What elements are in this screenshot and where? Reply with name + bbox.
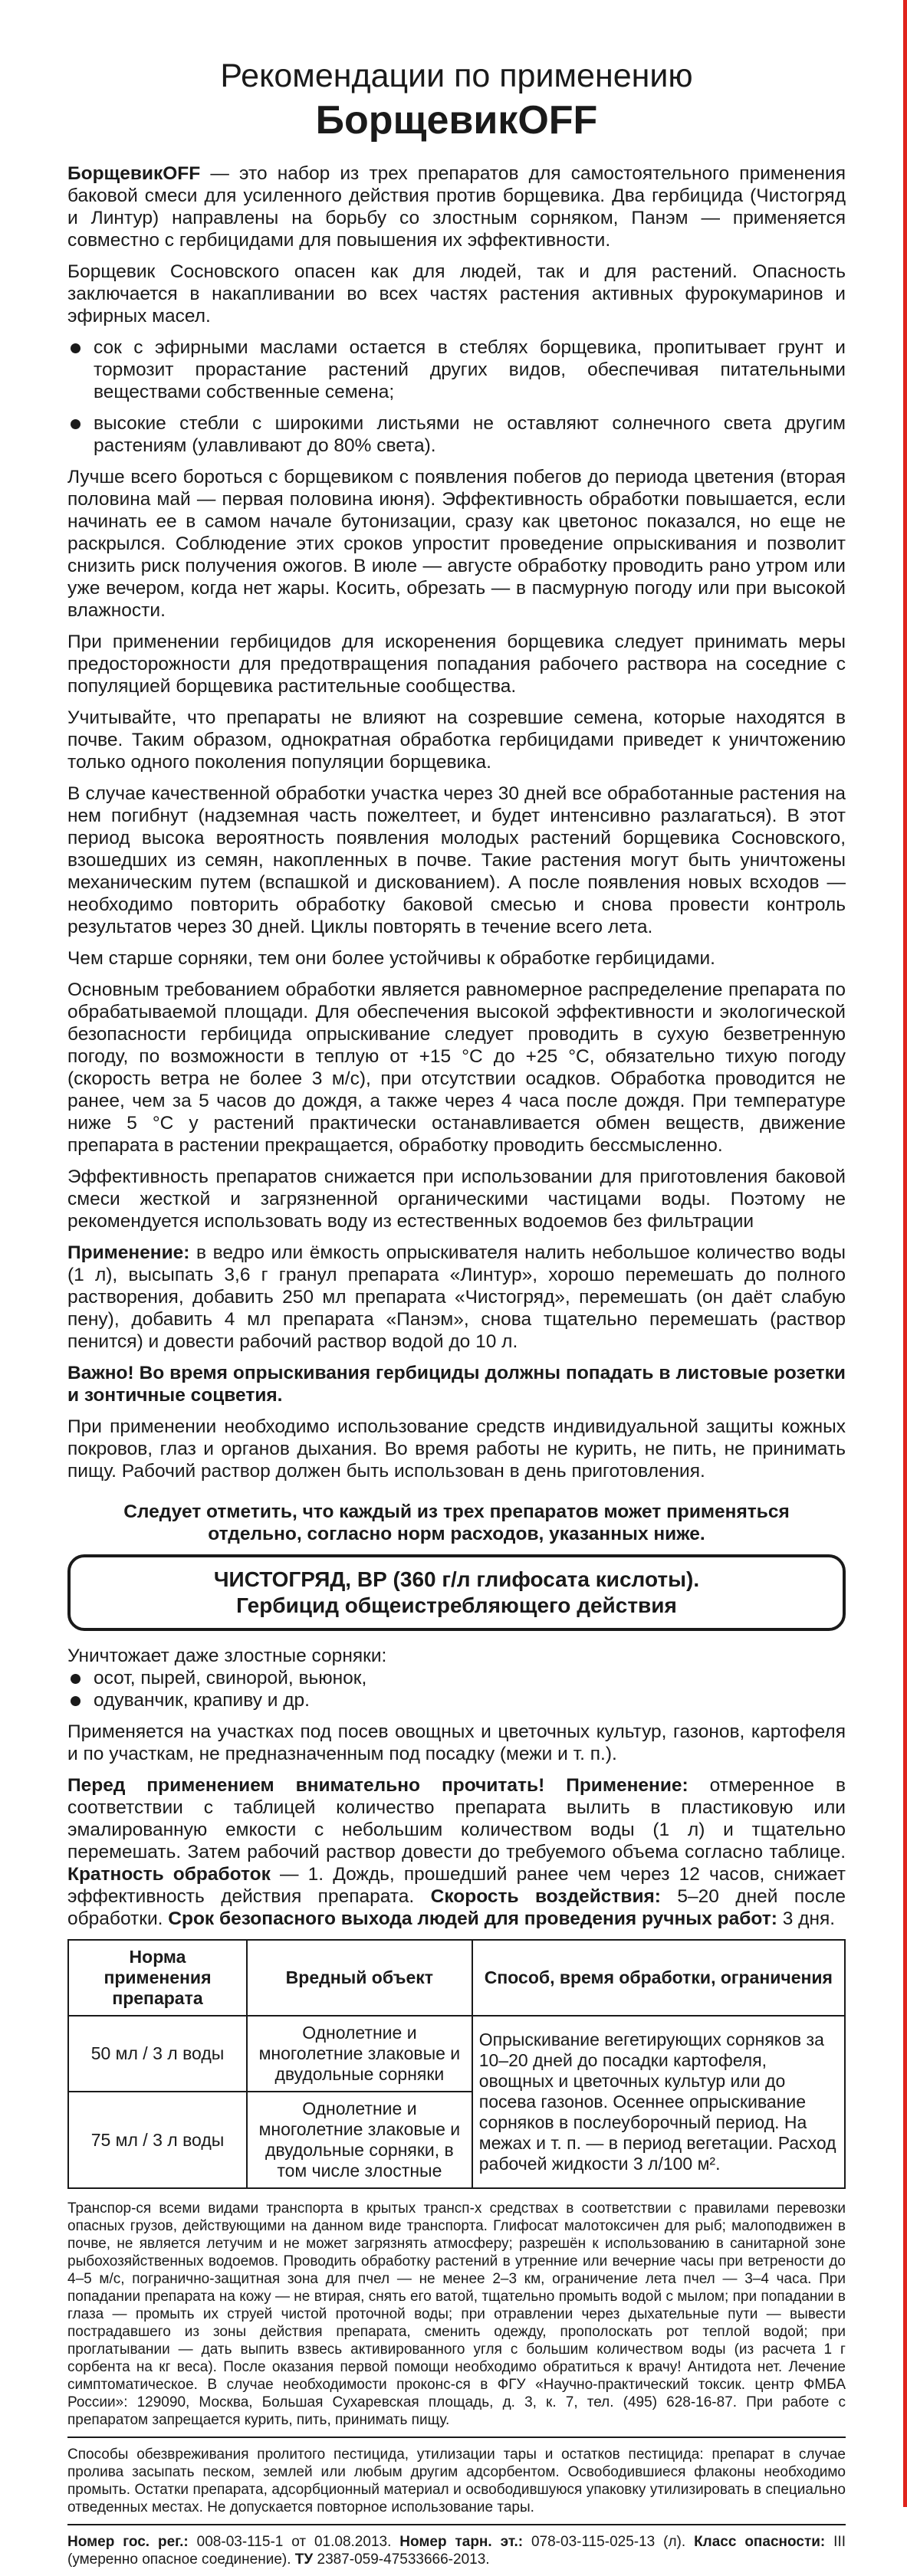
separate-use-note: Следует отметить, что каждый из трех препаратов может применяться отдельно, согласно норм расходов, указанных ниже. [123,1501,790,1544]
applied-on-paragraph: Применяется на участках под посев овощных и цветочных культур, газонов, картофеля и по участкам, не предназначенным под посадку (межи и т. п.). [67,1721,846,1764]
list-item: одуванчик, крапиву и др. [67,1689,846,1711]
red-edge-stripe [903,0,907,2507]
seeds-paragraph: Учитывайте, что препараты не влияют на созревшие семена, которые находятся в почве. Таким образом, однократная обработка гербицидами приведет к уничтожению только одного поколения популяции борщевика. [67,707,846,773]
protection-paragraph: При применении необходимо использование средств индивидуальной защиты кожных покровов, глаз и органов дыхания. Во время работы не курить, не пить, не принимать пищу. Рабочий раствор должен быть использован в день приготовления. [67,1416,846,1482]
important-paragraph: Важно! Во время опрыскивания гербициды должны попадать в листовые розетки и зонтичные соцветия. [67,1363,846,1406]
transport-paragraph: Транспор-ся всеми видами транспорта в крытых трансп-х средствах в соответствии с правилами перевозки опасных грузов, действующими на данном виде транспорта. Глифосат малотоксичен для рыб; малоподвижен в почве, не является летучим и не может загрязнять атмосферу; разрешён к использованию в санитарной зоне рыбохозяйственных водоемов. Проводить обработку растений в утренние или вечерние часы при ветрености до 4–5 м/с, погранично-защитная зона для пчел — не менее 2–3 км, ограничение лета пчел — 3–4 часа. При попадании препарата на кожу — не втирая, снять его ватой, тщательно промыть водой с мылом; при попадании в глаза — промыть их струей чистой проточной воды; при отравлении через дыхательные пути — вывести пострадавшего из зоны действия препарата, сменить одежду, прополоскать рот теплой водой; при проглатывании — дать выпить взвесь активированного угля с большим количеством воды (из расчета 1 г сорбента на кг веса). После оказания первой помощи необходимо обратиться к врачу! Антидота нет. Лечение симптоматическое. В случае необходимости проконс-ся в ФГУ «Научно-практический токсик. центр ФМБА России»: 129090, Москва, Большая Сухаревская площадь, д. 3, к. 7, тел. (495) 628-16-87. При работе с препаратом запрещается курить, пить, принимать пищу. [67,2200,846,2428]
list-item: осот, пырей, свинорой, вьюнок, [67,1667,846,1689]
table-header: Способ, время обработки, ограничения [472,1940,845,2016]
water-paragraph: Эффективность препаратов снижается при использовании для приготовления баковой смеси жесткой и загрязненной органическими частицами воды. Поэтому не рекомендуется использовать воду из естественных водоемов без фильтрации [67,1167,846,1232]
fine-print [67,2200,846,2568]
registration-paragraph: Номер гос. рег.: 008-03-115-1 от 01.08.2013. Номер тарн. эт.: 078-03-115-025-13 (л). Класс опасности: III (умеренно опасное соединение). ТУ 2387-059-47533666-2013. [67,2534,846,2568]
rate-cell: 50 мл / 3 л воды [68,2016,247,2092]
intro-product-name: БорщевикOFF [67,163,201,184]
table-header: Вредный объект [247,1940,472,2016]
bullet-icon [71,419,81,429]
bullet-icon [71,1674,81,1684]
object-cell: Однолетние и многолетние злаковые и двудольные сорняки, в том числе злостные [247,2092,472,2188]
product-heading-box: ЧИСТОГРЯД, ВР (360 г/л глифосата кислоты). Гербицид общеистребляющего действия [67,1554,846,1631]
application-paragraph: Применение: в ведро или ёмкость опрыскивателя налить небольшое количество воды (1 л), высыпать 3,6 г гранул препарата «Линтур», хорошо перемешать до полного растворения, добавить 250 мл препарата «Чистогряд», перемешать (он даёт слабую пену), добавить 4 мл препарата «Панэм», снова тщательно перемешать (раствор пенится) и довести рабочий раствор водой до 10 л. [67,1242,846,1352]
requirements-paragraph: Основным требованием обработки является равномерное распределение препарата по обрабатываемой площади. Для обеспечения высокой эффективности и экологической безопасности гербицида опрыскивание следует проводить в сухую безветренную погоду, по возможности в теплую от +15 °С до +25 °С, обязательно тихую погоду (скорость ветра не более 3 м/с), при отсутствии осадков. Обработка проводится не ранее, чем за 5 часов до дождя, а также через 4 часа после дождя. При температуре ниже 5 °С у растений практически останавливается обмен веществ, движение препарата в растении прекращается, обработку проводить бессмысленно. [67,980,846,1156]
intro-paragraph [67,162,846,251]
object-cell: Однолетние и многолетние злаковые и двудольные сорняки [247,2016,472,2092]
table-header-row [68,1940,845,2016]
product-title: БорщевикOFF [315,98,598,143]
disposal-paragraph: Способы обезвреживания пролитого пестицида, утилизации тары и остатков пестицида: препарат в случае пролива засыпать песком, землей или любым другим адсорбентом. Освободившиеся флаконы необходимо промыть. Остатки препарата, адсорбционный материал и освободившуюся упаковку утилизировать в специально отведенных местах. Не допускается повторное использование тары. [67,2446,846,2515]
divider [67,2437,846,2438]
danger-bullet: высокие стебли с широкими листьями не оставляют солнечного света другим растениям (улавливают до 80% света). [67,412,846,457]
bullet-icon [71,343,81,353]
timing-paragraph: Лучше всего бороться с борщевиком с появления побегов до периода цветения (вторая половина май — первая половина июня). Эффективность обработки повышается, если начинать ее в самом начале бутонизации, сразу как цветонос показался, но еще не раскрылся. Соблюдение этих сроков упростит проведение опрыскивания и позволит снизить риск получения ожогов. В июле — августе обработку проводить рано утром или уже вечером, когда нет жары. Косить, обрезать — в пасмурную погоду или при высокой влажности. [67,467,846,621]
weeds-list [67,1645,846,1711]
bullet-icon [71,1696,81,1706]
instructions-paragraph: Перед применением внимательно прочитать! Применение: отмеренное в соответствии с таблицей количество препарата вылить в пластиковую или эмалированную емкости с небольшим количеством воды (1 л) и тщательно перемешать. Затем рабочий раствор довести до требуемого объема согласно таблице. Кратность обработок — 1. Дождь, прошедший ранее чем через 12 часов, снижает эффективность действия препарата. Скорость воздействия: 5–20 дней после обработки. Срок безопасного выхода людей для проведения ручных работ: 3 дня. [67,1775,846,1929]
table-header: Норма применения препарата [68,1940,247,2016]
document-page [67,55,846,2576]
page-title: Рекомендации по применению [220,57,693,94]
danger-paragraph: Борщевик Сосновского опасен как для людей, так и для растений. Опасность заключается в накапливании во всех частях растения активных фурокумаринов и эфирных масел. [67,261,846,327]
weeds-list-label: Уничтожает даже злостные сорняки: [67,1646,387,1666]
divider [67,2524,846,2525]
danger-bullet: сок с эфирными маслами остается в стеблях борщевика, пропитывает грунт и тормозит прорастание растений других видов, обеспечивая питательными веществами собственные семена; [67,336,846,403]
rate-cell: 75 мл / 3 л воды [68,2092,247,2188]
intro-text: — это набор из трех препаратов для самостоятельного применения баковой смеси для усиленного действия против борщевика. Два гербицида (Чистогряд и Линтур) направлены на борьбу со злостным сорняком, Панэм — применяется совместно с гербицидами для повышения их эффективности. [67,163,846,251]
precaution-paragraph: При применении гербицидов для искоренения борщевика следует принимать меры предосторожности для предотвращения попадания рабочего раствора на соседние с популяцией борщевика растительные сообщества. [67,632,846,697]
table-row [68,2016,845,2092]
dosage-table [67,1939,846,2189]
method-cell: Опрыскивание вегетирующих сорняков за 10–20 дней до посадки картофеля, овощных и цветочных культур или до посева газонов. Осеннее опрыскивание сорняков в послеуборочный период. На межах и т. п. — в период вегетации. Расход рабочей жидкости 3 л/100 м². [472,2016,845,2188]
application-label: Применение: [67,1242,190,1263]
older-weeds-paragraph: Чем старше сорняки, тем они более устойчивы к обработке гербицидами. [67,948,715,969]
control-paragraph: В случае качественной обработки участка через 30 дней все обработанные растения на нем погибнут (надземная часть пожелтеет, и будет интенсивно разлагаться). В этот период высока вероятность появления молодых растений борщевика Сосновского, взошедших из семян, накопленных в почве. Такие растения могут быть уничтожены механическим путем (вспашкой и дискованием). А после появления новых всходов — необходимо повторить обработку баковой смесью и снова провести контроль результатов через 30 дней. Циклы повторять в течение всего лета. [67,783,846,937]
